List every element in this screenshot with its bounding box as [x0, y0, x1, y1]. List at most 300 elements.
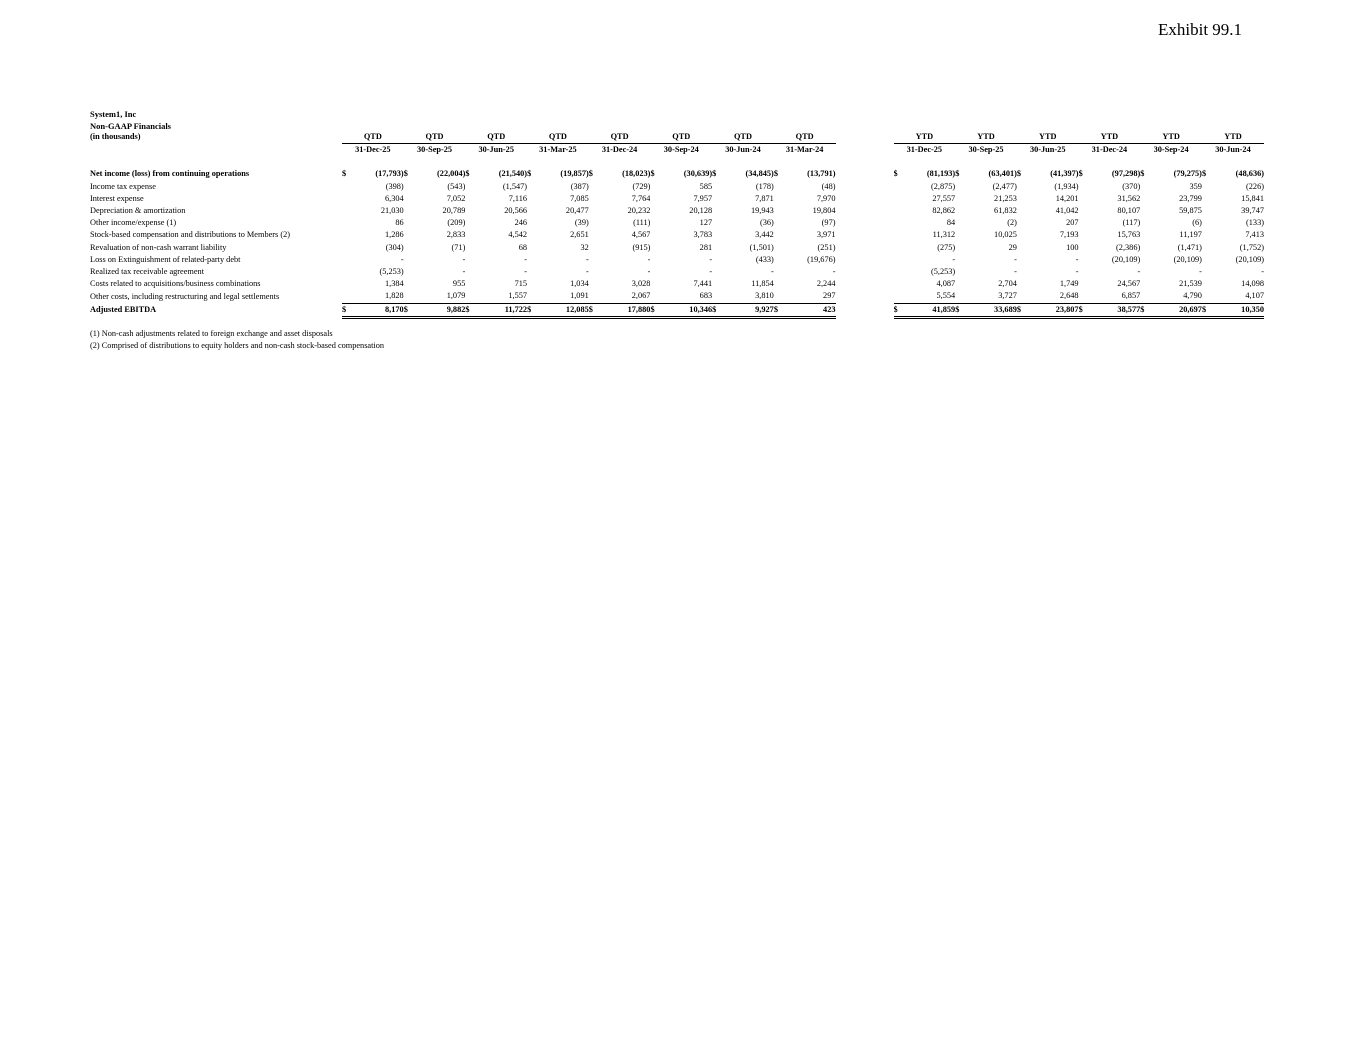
qtd-value: 7,085 — [570, 193, 589, 203]
qtd-value: 11,854 — [751, 279, 774, 289]
dollar-sign — [650, 254, 681, 266]
qtd-value: 68 — [518, 242, 528, 252]
dollar-sign — [650, 193, 681, 205]
dollar-sign: $ — [893, 169, 898, 179]
dollar-sign — [774, 278, 805, 290]
ytd-value: 21,539 — [1179, 279, 1202, 289]
ytd-value: 10,350 — [1233, 303, 1264, 317]
dollar-sign — [1079, 193, 1110, 205]
qtd-value: 1,079 — [446, 291, 466, 301]
table-row — [88, 303, 1264, 317]
ytd-value: 82,862 — [932, 206, 956, 216]
qtd-value: (71) — [451, 242, 466, 252]
dollar-sign — [1017, 205, 1048, 217]
ytd-value: 7,193 — [1059, 230, 1079, 240]
qtd-value: 7,116 — [508, 193, 528, 203]
dollar-sign — [342, 290, 373, 303]
ytd-period-date: 30-Sep-25 — [968, 145, 1004, 155]
dollar-sign — [404, 254, 435, 266]
ytd-period-type: YTD — [1079, 131, 1141, 144]
ytd-value: - — [1075, 254, 1079, 264]
ytd-value: (79,275) — [1173, 169, 1202, 179]
dollar-sign — [774, 290, 805, 303]
dollar-sign — [404, 278, 435, 290]
dollar-sign — [465, 229, 496, 241]
dollar-sign — [465, 181, 496, 193]
ytd-value: (2,875) — [930, 181, 956, 191]
qtd-value: 2,651 — [570, 230, 589, 240]
ytd-value: (1,934) — [1054, 181, 1079, 191]
qtd-value: (1,547) — [502, 181, 528, 191]
qtd-period-date: 31-Dec-24 — [601, 145, 638, 155]
row-label: Other costs, including restructuring and legal settlements — [90, 291, 280, 301]
dollar-sign — [1079, 181, 1110, 193]
qtd-value: (387) — [570, 181, 589, 191]
dollar-sign — [650, 266, 681, 278]
qtd-period-type: QTD — [774, 131, 836, 144]
qtd-value: (729) — [632, 181, 651, 191]
ytd-period-date: 31-Dec-24 — [1091, 145, 1128, 155]
footnote-2: (2) Comprised of distributions to equity holders and non-cash stock-based compensation — [90, 341, 385, 350]
dollar-sign — [589, 266, 620, 278]
qtd-period-date: 30-Jun-25 — [478, 145, 514, 155]
header-row-period-type — [88, 131, 1264, 144]
qtd-value: 683 — [699, 291, 713, 301]
dollar-sign: $ — [403, 169, 408, 179]
ytd-period-date: 30-Jun-25 — [1029, 145, 1066, 155]
row-label: Loss on Extinguishment of related-party debt — [90, 254, 241, 264]
dollar-sign — [404, 181, 435, 193]
ytd-value: 14,098 — [1241, 279, 1264, 289]
dollar-sign — [465, 193, 496, 205]
qtd-value: (30,639) — [683, 169, 713, 179]
dollar-sign — [342, 242, 373, 254]
dollar-sign — [527, 266, 558, 278]
column-gap — [836, 193, 894, 205]
qtd-value: (21,540) — [498, 169, 528, 179]
table-row — [88, 290, 1264, 303]
dollar-sign: $ — [773, 169, 778, 179]
qtd-value: 9,882 — [435, 303, 466, 317]
qtd-value: 7,970 — [816, 193, 836, 203]
dollar-sign — [1140, 242, 1171, 254]
row-label: Revaluation of non-cash warrant liability — [90, 242, 227, 252]
dollar-sign: $ — [955, 303, 986, 317]
ytd-value: (1,471) — [1177, 242, 1202, 252]
qtd-value: (543) — [447, 181, 466, 191]
ytd-period-type: YTD — [1202, 131, 1264, 144]
dollar-sign — [650, 217, 681, 229]
dollar-sign — [404, 193, 435, 205]
dollar-sign — [712, 266, 743, 278]
dollar-sign — [894, 290, 925, 303]
dollar-sign — [955, 254, 986, 266]
ytd-period-type: YTD — [894, 131, 956, 144]
dollar-sign — [342, 193, 373, 205]
ytd-value: (2,477) — [992, 181, 1017, 191]
ytd-period-type: YTD — [1017, 131, 1079, 144]
dollar-sign — [955, 181, 986, 193]
qtd-value: (48) — [821, 181, 836, 191]
qtd-value: 297 — [823, 291, 836, 301]
dollar-sign — [589, 229, 620, 241]
ytd-value: 20,697 — [1171, 303, 1202, 317]
qtd-period-date: 31-Mar-24 — [785, 145, 824, 155]
ytd-value: 24,567 — [1117, 279, 1141, 289]
column-gap — [836, 217, 894, 229]
qtd-value: 3,810 — [755, 291, 774, 301]
dollar-sign — [894, 266, 925, 278]
dollar-sign — [1140, 266, 1171, 278]
dollar-sign — [1140, 290, 1171, 303]
qtd-value: 1,384 — [385, 279, 404, 289]
ytd-value: - — [1261, 267, 1264, 277]
dollar-sign — [774, 205, 805, 217]
dollar-sign: $ — [527, 303, 558, 317]
qtd-value: 19,943 — [750, 206, 774, 216]
ytd-value: 11,197 — [1179, 230, 1202, 240]
qtd-period-date: 30-Sep-25 — [417, 145, 453, 155]
dollar-sign — [589, 290, 620, 303]
dollar-sign — [527, 242, 558, 254]
footnotes — [90, 328, 384, 352]
dollar-sign — [1202, 193, 1233, 205]
qtd-value: 1,091 — [570, 291, 589, 301]
qtd-value: (19,857) — [560, 169, 589, 179]
dollar-sign: $ — [1079, 303, 1110, 317]
qtd-value: 1,034 — [570, 279, 589, 289]
dollar-sign: $ — [650, 303, 681, 317]
qtd-period-type: QTD — [589, 131, 651, 144]
dollar-sign — [774, 242, 805, 254]
dollar-sign — [527, 217, 558, 229]
qtd-value: 7,871 — [755, 193, 774, 203]
dollar-sign — [894, 278, 925, 290]
dollar-sign — [404, 205, 435, 217]
dollar-sign: $ — [465, 303, 496, 317]
dollar-sign — [1140, 205, 1171, 217]
qtd-period-date: 30-Jun-24 — [725, 145, 761, 155]
dollar-sign — [1017, 290, 1048, 303]
qtd-value: - — [832, 267, 836, 277]
exhibit-label: Exhibit 99.1 — [1158, 20, 1243, 39]
row-label: Realized tax receivable agreement — [90, 267, 205, 277]
qtd-value: 127 — [699, 218, 713, 228]
ytd-value: 1,749 — [1059, 279, 1079, 289]
ytd-value: 7,413 — [1245, 230, 1264, 240]
qtd-value: 423 — [805, 303, 836, 317]
qtd-value: 1,557 — [508, 291, 528, 301]
dollar-sign: $ — [894, 303, 925, 317]
dollar-sign — [1079, 205, 1110, 217]
dollar-sign — [774, 217, 805, 229]
ytd-value: (6) — [1192, 218, 1202, 228]
dollar-sign — [955, 278, 986, 290]
dollar-sign — [1017, 181, 1048, 193]
dollar-sign — [1079, 242, 1110, 254]
qtd-value: (34,845) — [745, 169, 774, 179]
dollar-sign — [527, 278, 558, 290]
dollar-sign — [955, 242, 986, 254]
dollar-sign — [1079, 278, 1110, 290]
dollar-sign: $ — [774, 303, 805, 317]
column-gap — [836, 254, 894, 266]
qtd-value: 20,232 — [627, 206, 651, 216]
dollar-sign — [404, 217, 435, 229]
company-name: System1, Inc — [90, 109, 137, 119]
ytd-value: 38,577 — [1109, 303, 1140, 317]
dollar-sign — [342, 278, 373, 290]
ytd-value: (370) — [1122, 181, 1141, 191]
dollar-sign — [465, 242, 496, 254]
qtd-value: 20,789 — [442, 206, 466, 216]
qtd-value: 11,722 — [496, 303, 527, 317]
dollar-sign: $ — [588, 169, 593, 179]
units-label: (in thousands) — [90, 132, 141, 142]
dollar-sign — [1202, 254, 1233, 266]
dollar-sign — [465, 278, 496, 290]
qtd-value: - — [647, 267, 651, 277]
dollar-sign — [527, 254, 558, 266]
qtd-value: 2,833 — [446, 230, 466, 240]
dollar-sign — [1202, 266, 1233, 278]
qtd-value: 955 — [452, 279, 466, 289]
column-gap — [836, 229, 894, 241]
dollar-sign — [465, 266, 496, 278]
ytd-value: (275) — [937, 242, 956, 252]
ytd-value: 41,042 — [1055, 206, 1079, 216]
column-gap — [836, 290, 894, 303]
qtd-value: (17,793) — [375, 169, 404, 179]
qtd-value: 3,783 — [693, 230, 713, 240]
ytd-value: (41,397) — [1050, 169, 1079, 179]
dollar-sign — [1202, 205, 1233, 217]
dollar-sign — [955, 290, 986, 303]
table-row — [88, 229, 1264, 241]
qtd-value: 246 — [514, 218, 528, 228]
row-label: Interest expense — [90, 193, 144, 203]
qtd-value: (251) — [817, 242, 836, 252]
ytd-value: 39,747 — [1241, 206, 1264, 216]
dollar-sign — [1017, 266, 1048, 278]
ytd-value: (20,109) — [1235, 254, 1264, 264]
dollar-sign: $ — [650, 169, 655, 179]
table-row — [88, 242, 1264, 254]
dollar-sign — [712, 278, 743, 290]
qtd-value: - — [585, 267, 589, 277]
dollar-sign — [527, 205, 558, 217]
dollar-sign — [1202, 217, 1233, 229]
ytd-value: 21,253 — [994, 193, 1017, 203]
ytd-value: 29 — [1008, 242, 1017, 252]
column-gap — [836, 205, 894, 217]
dollar-sign — [1079, 290, 1110, 303]
qtd-value: (5,253) — [379, 267, 404, 277]
dollar-sign — [650, 181, 681, 193]
dollar-sign — [650, 242, 681, 254]
dollar-sign — [894, 254, 925, 266]
qtd-value: 7,441 — [693, 279, 713, 289]
qtd-period-date: 30-Sep-24 — [663, 145, 699, 155]
qtd-value: (915) — [632, 242, 651, 252]
qtd-value: 12,085 — [558, 303, 589, 317]
ytd-value: - — [1137, 267, 1141, 277]
ytd-value: 2,704 — [998, 279, 1017, 289]
row-label: Costs related to acquisitions/business combinations — [90, 279, 261, 289]
qtd-value: 8,170 — [373, 303, 404, 317]
dollar-sign — [589, 217, 620, 229]
row-label: Net income (loss) from continuing operations — [90, 169, 250, 179]
qtd-value: 3,971 — [816, 230, 836, 240]
dollar-sign — [465, 205, 496, 217]
dollar-sign: $ — [342, 303, 373, 317]
dollar-sign — [342, 266, 373, 278]
report-title: Non-GAAP Financials — [90, 121, 171, 131]
ytd-value: 61,832 — [994, 206, 1017, 216]
dollar-sign: $ — [1140, 169, 1145, 179]
ytd-value: 41,859 — [924, 303, 955, 317]
dollar-sign — [774, 193, 805, 205]
dollar-sign — [712, 181, 743, 193]
dollar-sign — [774, 266, 805, 278]
qtd-value: 19,804 — [812, 206, 836, 216]
dollar-sign — [342, 181, 373, 193]
row-label: Adjusted EBITDA — [90, 305, 157, 315]
dollar-sign — [1202, 181, 1233, 193]
ytd-value: 4,107 — [1245, 291, 1264, 301]
ytd-period-type: YTD — [1140, 131, 1202, 144]
qtd-value: (97) — [821, 218, 836, 228]
dollar-sign — [1079, 266, 1110, 278]
qtd-value: - — [462, 254, 466, 264]
column-gap — [836, 181, 894, 193]
ytd-value: (63,401) — [988, 169, 1017, 179]
dollar-sign — [1017, 278, 1048, 290]
qtd-period-type: QTD — [342, 131, 404, 144]
ytd-value: 59,875 — [1179, 206, 1202, 216]
qtd-value: (13,791) — [807, 169, 836, 179]
spacer-row — [88, 156, 1264, 168]
qtd-period-type: QTD — [712, 131, 774, 144]
dollar-sign — [404, 266, 435, 278]
dollar-sign — [1017, 229, 1048, 241]
qtd-period-date: 31-Mar-25 — [539, 145, 577, 155]
ytd-value: 80,107 — [1117, 206, 1141, 216]
qtd-period-type: QTD — [404, 131, 466, 144]
dollar-sign — [404, 229, 435, 241]
dollar-sign: $ — [712, 169, 717, 179]
table-row — [88, 193, 1264, 205]
dollar-sign — [894, 193, 925, 205]
dollar-sign — [527, 181, 558, 193]
qtd-value: 21,030 — [380, 206, 404, 216]
dollar-sign — [527, 290, 558, 303]
table-row — [88, 217, 1264, 229]
table-row — [88, 266, 1264, 278]
dollar-sign — [712, 290, 743, 303]
qtd-value: - — [524, 267, 528, 277]
column-gap — [836, 303, 894, 317]
qtd-value: (209) — [447, 218, 466, 228]
row-label: Other income/expense (1) — [90, 218, 177, 228]
dollar-sign — [894, 229, 925, 241]
qtd-value: (18,023) — [622, 169, 651, 179]
ytd-value: (5,253) — [930, 267, 956, 277]
table-row — [88, 181, 1264, 193]
dollar-sign: $ — [1078, 169, 1083, 179]
qtd-value: 2,244 — [816, 279, 836, 289]
dollar-sign — [650, 290, 681, 303]
qtd-value: (433) — [755, 254, 774, 264]
qtd-value: 7,764 — [631, 193, 651, 203]
dollar-sign — [1140, 193, 1171, 205]
dollar-sign — [1140, 229, 1171, 241]
ytd-value: 100 — [1066, 242, 1079, 252]
dollar-sign — [589, 205, 620, 217]
dollar-sign — [712, 205, 743, 217]
dollar-sign — [1017, 217, 1048, 229]
dollar-sign — [342, 254, 373, 266]
dollar-sign — [589, 278, 620, 290]
row-label: Depreciation & amortization — [90, 206, 186, 216]
qtd-value: 2,067 — [631, 291, 651, 301]
ytd-value: 23,799 — [1179, 193, 1202, 203]
dollar-sign — [342, 205, 373, 217]
dollar-sign: $ — [589, 303, 620, 317]
dollar-sign — [1202, 242, 1233, 254]
qtd-value: 20,477 — [565, 206, 589, 216]
dollar-sign — [465, 217, 496, 229]
qtd-value: 1,286 — [385, 230, 404, 240]
header-spacer — [88, 144, 342, 157]
qtd-value: 7,052 — [446, 193, 466, 203]
ytd-period-date: 30-Jun-24 — [1215, 145, 1251, 155]
dollar-sign — [589, 193, 620, 205]
qtd-value: 4,567 — [631, 230, 651, 240]
ytd-value: 4,790 — [1183, 291, 1202, 301]
dollar-sign — [712, 242, 743, 254]
ytd-value: 84 — [946, 218, 956, 228]
ytd-period-date: 30-Sep-24 — [1153, 145, 1189, 155]
dollar-sign — [774, 181, 805, 193]
dollar-sign: $ — [527, 169, 532, 179]
dollar-sign — [527, 229, 558, 241]
dollar-sign — [955, 229, 986, 241]
dollar-sign — [894, 242, 925, 254]
dollar-sign: $ — [1016, 169, 1022, 179]
dollar-sign — [650, 229, 681, 241]
qtd-value: (178) — [755, 181, 774, 191]
dollar-sign — [1140, 254, 1171, 266]
column-gap — [836, 144, 894, 157]
qtd-value: - — [647, 254, 651, 264]
ytd-value: 33,689 — [986, 303, 1017, 317]
ytd-value: 207 — [1066, 218, 1079, 228]
ytd-value: - — [1199, 267, 1202, 277]
qtd-period-date: 31-Dec-25 — [355, 145, 391, 155]
ytd-value: - — [1014, 267, 1017, 277]
report-header — [90, 108, 171, 132]
dollar-sign — [774, 229, 805, 241]
dollar-sign — [1202, 229, 1233, 241]
row-label: Stock-based compensation and distributions to Members (2) — [90, 230, 291, 240]
dollar-sign — [404, 242, 435, 254]
column-gap — [836, 131, 894, 144]
dollar-sign — [955, 205, 986, 217]
dollar-sign — [1140, 278, 1171, 290]
qtd-value: 3,442 — [755, 230, 774, 240]
ytd-value: (2) — [1007, 218, 1017, 228]
